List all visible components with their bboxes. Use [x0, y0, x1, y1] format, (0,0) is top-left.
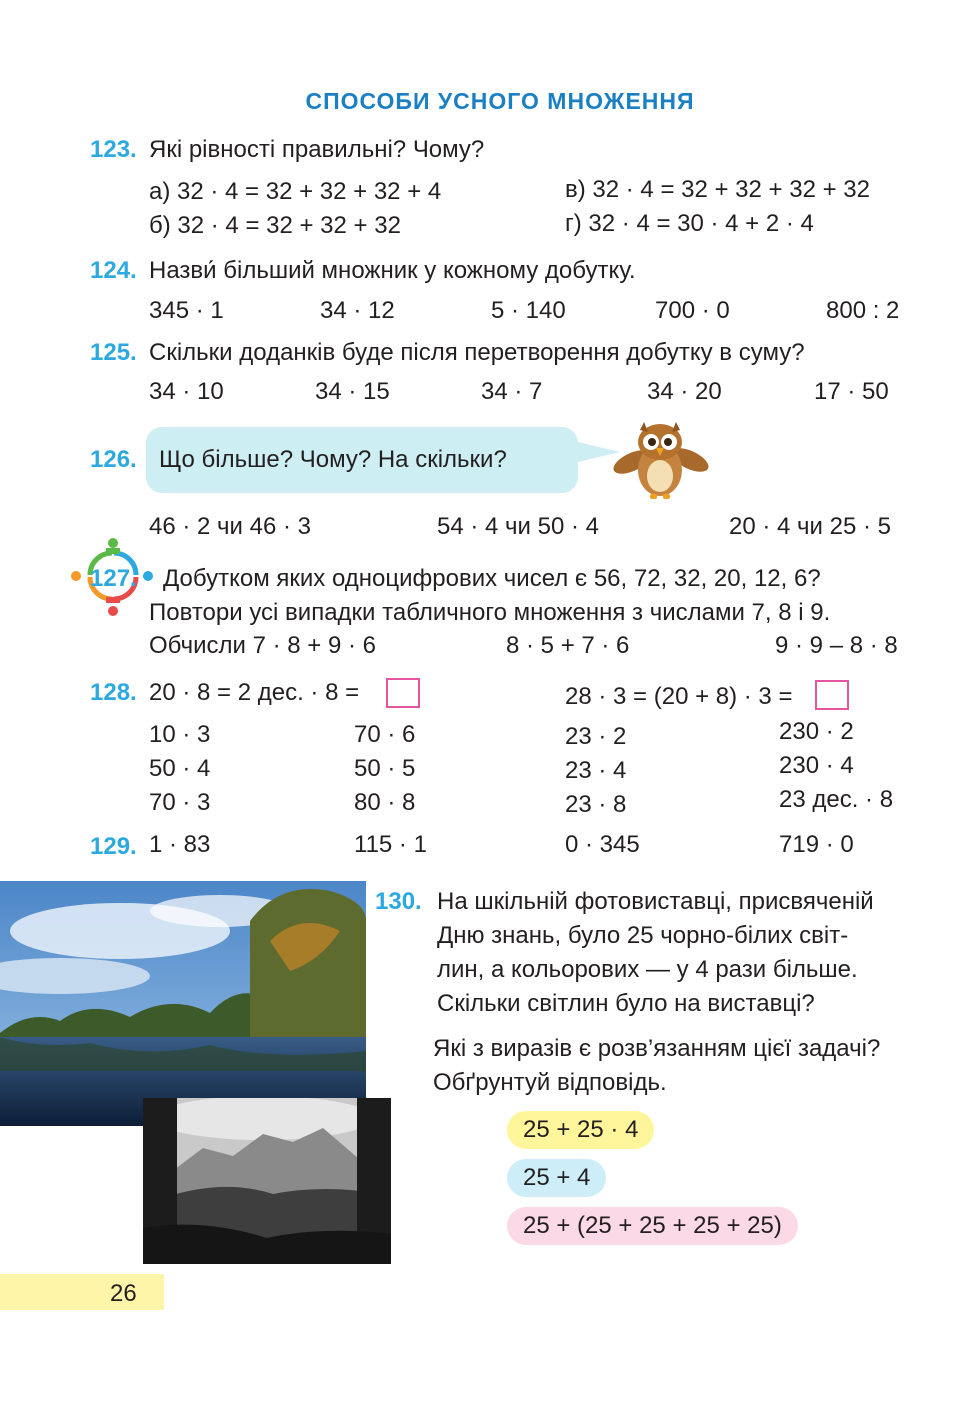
task-125-item: 34 · 7 — [481, 378, 543, 405]
task-number-127: 127. — [90, 565, 137, 592]
answer-option-pink[interactable]: 25 + (25 + 25 + 25 + 25) — [507, 1207, 798, 1245]
task-128-item: 230 · 2 — [779, 718, 854, 745]
task-123-option-b: б) 32 · 4 = 32 + 32 + 32 — [149, 212, 401, 239]
task-125-item: 34 · 15 — [315, 378, 390, 405]
task-128-item: 50 · 5 — [354, 755, 416, 782]
task-127-line: Обчисли 7 · 8 + 9 · 6 — [149, 632, 377, 659]
task-126-question: Що більше? Чому? На скільки? — [159, 446, 507, 473]
task-123-option-v: в) 32 · 4 = 32 + 32 + 32 + 32 — [565, 176, 870, 203]
task-number-123: 123. — [90, 136, 137, 163]
page-title: СПОСОБИ УСНОГО МНОЖЕННЯ — [305, 88, 695, 114]
task-130-line: На шкільній фотовиставці, присвяченій — [437, 888, 874, 915]
task-124-item: 345 · 1 — [149, 297, 224, 324]
task-125-item: 17 · 50 — [814, 378, 889, 405]
task-129-item: 719 · 0 — [779, 831, 854, 858]
lake-photo — [0, 881, 366, 1126]
task-127-expression: 9 · 9 – 8 · 8 — [775, 632, 898, 659]
task-130-line: лин, а кольорових — у 4 рази більше. — [437, 956, 858, 983]
task-127-line: Добутком яких одноцифрових чисел є 56, 72, 32, 20, 12, 6? — [163, 565, 821, 592]
task-128-item: 70 · 3 — [149, 789, 211, 816]
task-128-item: 23 дес. · 8 — [779, 786, 894, 813]
task-124-item: 5 · 140 — [491, 297, 566, 324]
task-129-item: 1 · 83 — [149, 831, 211, 858]
mountain-photo — [143, 1098, 391, 1264]
task-129-item: 115 · 1 — [354, 831, 427, 858]
answer-option-blue[interactable]: 25 + 4 — [507, 1159, 606, 1197]
page-number-band — [0, 1274, 164, 1310]
task-128-right-heading: 28 · 3 = (20 + 8) · 3 = — [565, 683, 793, 710]
owl-illustration — [610, 420, 710, 504]
task-126-item: 20 · 4 чи 25 · 5 — [729, 513, 891, 540]
task-number-124: 124. — [90, 257, 137, 284]
task-130-line: Які з виразів є розв’язанням цієї задачі? — [433, 1035, 881, 1062]
task-124-item: 700 · 0 — [655, 297, 730, 324]
task-128-item: 10 · 3 — [149, 721, 211, 748]
task-124-item: 800 : 2 — [826, 297, 900, 324]
task-123-option-a: а) 32 · 4 = 32 + 32 + 32 + 4 — [149, 178, 442, 205]
task-128-item: 23 · 4 — [565, 757, 627, 784]
task-128-item: 230 · 4 — [779, 752, 854, 779]
task-130-line: Скільки світлин було на виставці? — [437, 990, 815, 1017]
answer-option-yellow[interactable]: 25 + 25 · 4 — [507, 1111, 654, 1149]
task-number-130: 130. — [375, 888, 422, 915]
task-number-126: 126. — [90, 446, 137, 473]
task-128-item: 80 · 8 — [354, 789, 416, 816]
task-128-item: 50 · 4 — [149, 755, 211, 782]
task-126-item: 54 · 4 чи 50 · 4 — [437, 513, 599, 540]
task-123-question: Які рівності правильні? Чому? — [149, 136, 485, 163]
answer-box[interactable] — [815, 680, 849, 710]
task-125-question: Скільки доданків буде після перетворення добутку в суму? — [149, 339, 805, 366]
task-130-line: Обґрунтуй відповідь. — [433, 1069, 667, 1096]
task-125-item: 34 · 20 — [647, 378, 722, 405]
task-128-item: 23 · 8 — [565, 791, 627, 818]
task-number-125: 125. — [90, 339, 137, 366]
task-126-item: 46 · 2 чи 46 · 3 — [149, 513, 311, 540]
task-124-question: Назви́ більший множник у кожному добутку. — [149, 257, 636, 284]
task-128-left-heading: 20 · 8 = 2 дес. · 8 = — [149, 679, 360, 706]
task-128-item: 23 · 2 — [565, 723, 627, 750]
task-number-129: 129. — [90, 833, 137, 860]
task-123-option-g: г) 32 · 4 = 30 · 4 + 2 · 4 — [565, 210, 814, 237]
task-124-item: 34 · 12 — [320, 297, 395, 324]
task-128-item: 70 · 6 — [354, 721, 416, 748]
answer-box[interactable] — [386, 678, 420, 708]
task-129-item: 0 · 345 — [565, 831, 640, 858]
task-127-line: Повтори усі випадки табличного множення з числами 7, 8 і 9. — [149, 599, 831, 626]
task-125-item: 34 · 10 — [149, 378, 224, 405]
page-number: 26 — [110, 1280, 137, 1307]
task-number-128: 128. — [90, 679, 137, 706]
task-130-line: Дню знань, було 25 чорно-білих світ- — [437, 922, 849, 949]
task-127-expression: 8 · 5 + 7 · 6 — [506, 632, 630, 659]
